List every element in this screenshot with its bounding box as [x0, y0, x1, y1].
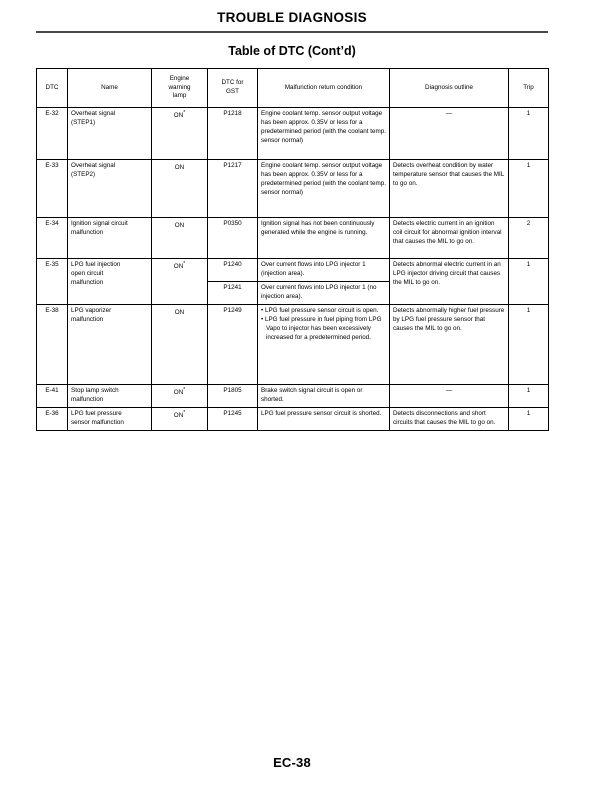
lamp-value: ON — [174, 222, 185, 230]
table-row — [37, 108, 549, 160]
cell-trip: 1 — [509, 160, 549, 218]
section-title: Table of DTC (Cont’d) — [228, 44, 356, 58]
cell-dtc: E-36 — [37, 407, 68, 430]
gst-header-line-1: DTC for — [221, 79, 244, 87]
header-rule — [36, 31, 548, 33]
running-header — [36, 10, 548, 25]
column-header-dtc: DTC — [37, 69, 68, 108]
column-header-malfunction-return-condition: Malfunction return condition — [258, 69, 390, 108]
cell-trip: 2 — [509, 218, 549, 259]
cell-malfunction-return-condition: Engine coolant temp. sensor output voltage has been approx. 0.35V or less for a predetermined period (with the coolant temp. sensor normal) — [258, 108, 390, 160]
column-header-engine-warning-lamp — [152, 69, 208, 108]
name-line-1: LPG fuel injection — [71, 261, 121, 268]
cell-dtc: E-38 — [37, 304, 68, 384]
cell-engine-warning-lamp — [152, 304, 208, 384]
table-row — [37, 407, 549, 430]
cell-name — [68, 218, 152, 259]
running-header-title: TROUBLE DIAGNOSIS — [217, 10, 367, 25]
cell-name — [68, 304, 152, 384]
lamp-header-line-3: lamp — [172, 92, 187, 100]
lamp-asterisk: * — [183, 386, 186, 393]
dtc-table — [36, 68, 549, 431]
name-line-1: Stop lamp switch — [71, 386, 119, 394]
cell-dtc: E-35 — [37, 259, 68, 305]
cell-malfunction-return-condition — [258, 304, 390, 384]
gst-header-line-2: GST — [226, 88, 239, 95]
cell-diagnosis-outline: Detects abnormal electric current in an LPG injector driving circuit that causes the MIL to go on. — [390, 259, 509, 305]
lamp-value: ON — [174, 164, 185, 172]
name-line-1: Ignition signal circuit — [71, 220, 128, 227]
name-line-2: malfunction — [71, 395, 104, 403]
cell-dtc: E-41 — [37, 384, 68, 407]
table-row — [37, 384, 549, 407]
name-line-2: open circuit — [71, 269, 104, 277]
column-header-diagnosis-outline: Diagnosis outline — [390, 69, 509, 108]
cell-engine-warning-lamp — [152, 218, 208, 259]
lamp-value: ON — [173, 411, 184, 419]
table-row — [37, 304, 549, 384]
cell-dtc-for-gst: P1245 — [208, 407, 258, 430]
name-line-2: sensor malfunction — [71, 418, 124, 426]
cell-malfunction-return-condition: Ignition signal has not been continuously generated while the engine is running. — [258, 218, 390, 259]
name-line-2: malfunction — [71, 315, 104, 323]
table-row — [37, 160, 549, 218]
cell-dtc-for-gst: P0350 — [208, 218, 258, 259]
lamp-asterisk: * — [183, 110, 186, 116]
column-header-dtc-for-gst — [208, 69, 258, 108]
name-line-3: malfunction — [71, 278, 104, 286]
lamp-value: ON — [173, 388, 184, 396]
cell-diagnosis-outline: — — [390, 384, 509, 407]
cell-malfunction-return-condition: Engine coolant temp. sensor output voltage has been approx. 0.35V or less for a predetermined period (with the coolant temp. sensor normal) — [258, 160, 390, 218]
cell-dtc-for-gst: P1241 — [208, 281, 258, 304]
cell-malfunction-return-condition: Brake switch signal circuit is open or shorted. — [258, 384, 390, 407]
table-row — [37, 259, 549, 282]
condition-bullet-text: LPG fuel pressure sensor circuit is open. — [264, 306, 379, 314]
lamp-header-line-1: Engine — [169, 74, 190, 82]
name-line-1: Overheat signal — [71, 162, 116, 169]
lamp-value: ON — [173, 263, 184, 271]
cell-engine-warning-lamp — [152, 108, 208, 160]
name-line-2: malfunction — [71, 228, 104, 236]
name-line-2: (STEP2) — [71, 170, 96, 178]
lamp-value: ON — [174, 308, 185, 316]
lamp-asterisk: * — [183, 409, 186, 416]
name-line-2: (STEP1) — [71, 118, 96, 126]
cell-engine-warning-lamp — [152, 259, 208, 305]
name-line-1: LPG fuel pressure — [71, 409, 122, 417]
condition-bullet: • LPG fuel pressure in fuel piping from LPG Vapo to injector has been excessively increased for a predetermined period. — [261, 315, 382, 341]
cell-name — [68, 108, 152, 160]
cell-name — [68, 259, 152, 305]
condition-bullet-text: LPG fuel pressure in fuel piping from LPG Vapo to injector has been excessively increased for a predetermined period. — [264, 315, 382, 341]
cell-diagnosis-outline: Detects abnormally higher fuel pressure by LPG fuel pressure sensor that causes the MIL to go on. — [390, 304, 509, 384]
cell-engine-warning-lamp — [152, 160, 208, 218]
cell-dtc-for-gst: P1805 — [208, 384, 258, 407]
column-header-name: Name — [68, 69, 152, 108]
cell-trip: 1 — [509, 384, 549, 407]
cell-dtc-for-gst: P1249 — [208, 304, 258, 384]
cell-dtc: E-32 — [37, 108, 68, 160]
cell-malfunction-return-condition: Over current flows into LPG injector 1 (injection area). — [258, 259, 390, 282]
cell-malfunction-return-condition: LPG fuel pressure sensor circuit is shorted. — [258, 407, 390, 430]
page-footer: EC-38 — [273, 755, 311, 770]
table-header-row — [37, 69, 549, 108]
cell-trip: 1 — [509, 407, 549, 430]
cell-diagnosis-outline: Detects overheat condition by water temperature sensor that causes the MIL to go on. — [390, 160, 509, 218]
name-line-1: Overheat signal — [71, 110, 116, 117]
cell-trip: 1 — [509, 108, 549, 160]
condition-bullet: • LPG fuel pressure sensor circuit is open. — [261, 306, 379, 314]
lamp-value: ON — [173, 112, 184, 120]
cell-name — [68, 160, 152, 218]
lamp-asterisk: * — [183, 261, 186, 267]
cell-malfunction-return-condition: Over current flows into LPG injector 1 (no injection area). — [258, 281, 390, 304]
name-line-1: LPG vaporizer — [71, 306, 112, 314]
cell-diagnosis-outline: Detects electric current in an ignition coil circuit for abnormal ignition interval that causes the MIL to go on. — [390, 218, 509, 259]
cell-name — [68, 407, 152, 430]
cell-engine-warning-lamp — [152, 407, 208, 430]
cell-dtc: E-34 — [37, 218, 68, 259]
cell-name — [68, 384, 152, 407]
cell-dtc-for-gst: P1218 — [208, 108, 258, 160]
cell-dtc: E-33 — [37, 160, 68, 218]
cell-dtc-for-gst: P1240 — [208, 259, 258, 282]
column-header-trip: Trip — [509, 69, 549, 108]
cell-dtc-for-gst: P1217 — [208, 160, 258, 218]
lamp-header-line-2: warning — [168, 83, 191, 91]
cell-trip: 1 — [509, 304, 549, 384]
cell-engine-warning-lamp — [152, 384, 208, 407]
cell-diagnosis-outline: Detects disconnections and short circuits that causes the MIL to go on. — [390, 407, 509, 430]
table-row — [37, 218, 549, 259]
cell-diagnosis-outline: — — [390, 108, 509, 160]
cell-trip: 1 — [509, 259, 549, 305]
